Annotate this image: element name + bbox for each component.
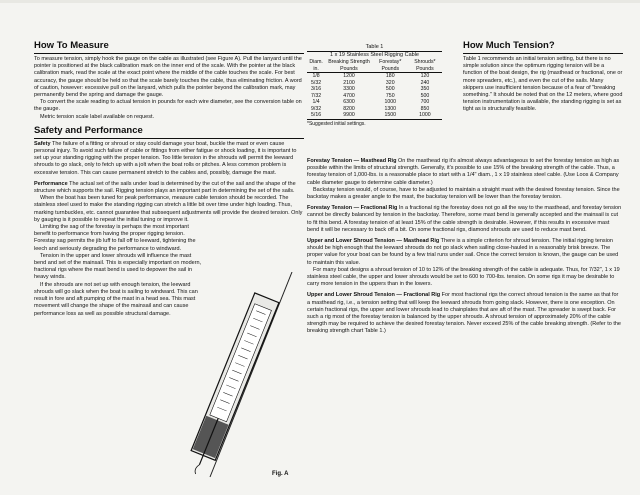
table-cell: 4700 bbox=[343, 92, 355, 99]
fractional-forestay-runin: Forestay Tension — Fractional Rig bbox=[307, 205, 398, 212]
table-cell: 1000 bbox=[384, 99, 397, 105]
performance-runin: Performance bbox=[34, 180, 68, 187]
safety-paragraph bbox=[34, 141, 304, 177]
table-cell: 9900 bbox=[343, 112, 355, 118]
heading-rule bbox=[34, 138, 304, 139]
right-column-body bbox=[307, 158, 622, 336]
table-cell: 2100 bbox=[343, 79, 355, 86]
table-cell: 850 bbox=[420, 105, 430, 112]
figure-a-label: Fig. A bbox=[272, 471, 289, 477]
measure-heading: How To Measure bbox=[34, 40, 109, 51]
table-cell: 6300 bbox=[343, 99, 355, 105]
masthead-forestay-runin: Forestay Tension — Masthead Rig bbox=[307, 158, 397, 164]
fractional-shroud-paragraph bbox=[307, 292, 622, 335]
table-header: Shrouds* Pounds bbox=[414, 59, 436, 72]
rigging-cable-table bbox=[307, 44, 442, 127]
table-cell: 3300 bbox=[343, 86, 355, 92]
table-cell: 1/8 bbox=[312, 73, 320, 79]
table-cell: 350 bbox=[420, 86, 430, 92]
table-title: Table 1 bbox=[365, 44, 384, 50]
fractional-shroud-text: For most fractional rigs the correct shroud tension is the same as that for a masthead rig, i.e., a tension setting that will keep the leeward shrouds from going slack. However, there is one exception. On certain fractional rigs, the upper and lower shrouds lead to chainplates that are aft of the mast. The spreader is swept back. For such a rig most of the forestay tension is balanced by the upper shrouds. A shroud tension of approximately 20% of the cable strength may be required to achieve the desired forestay tension. Never exceed 25% of the cable breaking strength. (Refer to the breaking strength chart Table 1.) bbox=[307, 292, 621, 335]
masthead-shroud-paragraph bbox=[307, 238, 622, 267]
table-cell: 1300 bbox=[384, 105, 397, 112]
heading-rule bbox=[463, 53, 623, 54]
performance-paragraph-5: If the shrouds are not set up with enough tension, the leeward shrouds will go slack when the boat is sailing to windward. This can result in fore and aft pumping of the mast in a head sea. This mast movement will change the shape of the mainsail and can cause performance loss as well as possible structural damage. bbox=[34, 281, 198, 317]
table-cell: 1500 bbox=[384, 112, 397, 118]
table-cell: 750 bbox=[385, 92, 395, 99]
table-footnote: *Suggested initial settings. bbox=[307, 120, 366, 127]
table-cell: 8200 bbox=[343, 105, 355, 112]
performance-paragraph-4: Tension in the upper and lower shrouds will influence the mast bend and set of the mainsail. This is especially important on modern, fractional rigs where the mast bend is used to depower the sail in heavy winds. bbox=[34, 252, 202, 281]
tension-intro-column bbox=[463, 40, 623, 114]
table-cell: 5/32 bbox=[311, 79, 322, 86]
table-cell: 240 bbox=[420, 79, 430, 86]
table-cell: 1/4 bbox=[312, 99, 320, 105]
performance-paragraph-2: When the boat has been tuned for peak performance, measure cable tension should be recorded. The stainless steel used to make the standing rigging can stretch a little bit over time under high loading. Thus, marking turnbuckles, etc. cannot guarantee that subsequent adjustments will provide the desired tension. Only by gauging is it possible to repeat the initial tuning or improve it. bbox=[34, 195, 303, 223]
masthead-shroud-text: There is a simple criterion for shroud tension. The initial rigging tension should be high enough that the leeward shrouds do not go slack when sailing close-hauled in a reasonably brisk breeze. The proper value for your boat can be found by a few trial runs under sail. Once the correct tension is known, the gauge can be used to maintain this value. bbox=[307, 238, 619, 266]
table-cell: 120 bbox=[420, 73, 430, 79]
safety-runin: Safety bbox=[34, 140, 51, 147]
table-subtitle: 1 x 19 Stainless Steel Rigging Cable bbox=[330, 52, 419, 58]
heading-rule bbox=[34, 53, 304, 54]
table-cell: 180 bbox=[385, 73, 395, 79]
table-row bbox=[307, 73, 442, 80]
safety-heading: Safety and Performance bbox=[34, 124, 143, 136]
fractional-shroud-runin: Upper and Lower Shroud Tension — Fractional Rig bbox=[307, 292, 441, 299]
fractional-forestay-text: In a fractional rig the forestay does not go all the way to the masthead, and forestay tension cannot be directly balanced by tension in the backstay. Therefore, some mast bend is generally accepted and the mainsail is cut to fit this bend. A forestay tension of at least 15% of the cable strength is desirable. However, if this results in excessive mast bend it will be necessary to back off a bit. On some fractional rigs, diamond shrouds are used to reduce mast bend. bbox=[307, 205, 622, 233]
masthead-shroud-runin: Upper and Lower Shroud Tension — Masthead Rig bbox=[307, 238, 440, 245]
masthead-forestay-text: On the masthead rig it's almost always advantageous to set the forestay tension as high as possible within the limits of structural strength. Generally, it's possible to use 15% of the breaking strength of the cable. Thus, a forestay tension of 1,000-lbs. is a reasonable place to start with a 1/4" diam., 1 x 19 stainless steel cable. (Use Loos & Company cable diameter gauge to determine cable diameter.) bbox=[307, 158, 620, 186]
safety-text: The failure of a fitting or shroud or stay could damage your boat, buckle the mast or even cause personal injury. To avoid such failure of cable or fittings from either fatigue or shock loading, it is important to set up your standing rigging with the proper tension. Too little tension in the shrouds will permit the leeward shrouds to go slack, only to fetch up with a jolt when the boat rolls or pitches. A less common problem is excessive tension. This can cause permanent stretch to the cables and, possibly, damage the mast. bbox=[34, 140, 297, 176]
table-cell: 3/16 bbox=[311, 86, 322, 92]
table-header: Diam. in. bbox=[309, 59, 323, 72]
tension-intro: Table 1 recommends an initial tension setting, but there is no simple solution since the optimum rigging tension will be a function of the boat design, the rig (masthead or fractional, one or more spreaders, etc.), and even the cut of the sails. Many skippers use insufficient tension because of a fear of "breaking something." It should be noted that on the 12 meters, where good tension instrumentation is available, the standing rigging is set as tight as is structurally feasible. bbox=[463, 56, 623, 113]
table-cell: 500 bbox=[385, 86, 395, 92]
table-cell: 1200 bbox=[343, 73, 355, 79]
shroud-percentage-paragraph: For many boat designs a shroud tension of 10 to 12% of the breaking strength of the cable is adequate. Thus, for 7/32", 1 x 19 stainless steel cable, the upper and lower shrouds would be set to 600 to 700-lbs. tension. On some rigs it may be desirable to carry more tension in the uppers than in the lowers. bbox=[307, 266, 620, 288]
table-grid bbox=[307, 59, 442, 119]
table-header: Breaking Strength Pounds bbox=[328, 59, 370, 72]
performance-paragraph bbox=[34, 181, 304, 195]
table-header: Forestay* Pounds bbox=[379, 59, 402, 72]
table-row bbox=[307, 112, 442, 119]
backstay-paragraph: Backstay tension would, of course, have to be adjusted to maintain a straight mast with the desired forestay tension. Since the backstay makes a greater angle to the mast, the backstay tension will be lower than the forestay tension. bbox=[307, 186, 620, 201]
table-cell: 9/32 bbox=[311, 105, 322, 112]
tension-gauge-illustration bbox=[180, 272, 300, 482]
table-cell: 1000 bbox=[419, 112, 431, 118]
tension-heading: How Much Tension? bbox=[463, 40, 555, 51]
page-edge bbox=[0, 0, 640, 3]
table-cell: 700 bbox=[420, 99, 430, 105]
table-cell: 500 bbox=[420, 92, 430, 99]
table-cell: 320 bbox=[385, 79, 395, 86]
masthead-forestay-paragraph bbox=[307, 158, 622, 187]
measure-paragraph-1: To measure tension, simply hook the gauge on the cable as illustrated (see Figure A). Pull the lanyard until the pointer is positioned at the black calibration mark on the inner end of the scale. With the pointer at the black calibration mark, read the scale at the exact point where the middle of the cable touches the scale. For best accuracy, the gauge should be held so that the scale barely touches the cable, thus eliminating friction. A word of caution, however: excessive pull on the lanyard, which pulls the pointer beyond the calibration mark, may permanently bend the spring and damage the gauge. bbox=[34, 56, 302, 99]
performance-text: The actual set of the sails under load is determined by the cut of the sail and the shape of the structure which supports the sail. Rigging tension plays an important part in determining the set of the sails. bbox=[34, 180, 296, 195]
measure-paragraph-2: To convert the scale reading to actual tension in pounds for each wire diameter, see the conversion table on the gauge. bbox=[34, 99, 302, 113]
table-cell: 5/16 bbox=[311, 112, 322, 118]
measure-paragraph-3: Metric tension scale label available on request. bbox=[40, 113, 155, 120]
fractional-forestay-paragraph bbox=[307, 205, 622, 234]
table-cell: 7/32 bbox=[311, 92, 322, 99]
gauge-body bbox=[184, 293, 279, 479]
performance-paragraph-3: Limiting the sag of the forestay is perhaps the most important benefit to performance from having the proper rigging tension. Forestay sag permits the jib luff to fall off to leeward, tightening the leech and seriously degrading the performance to windward. bbox=[34, 224, 196, 252]
